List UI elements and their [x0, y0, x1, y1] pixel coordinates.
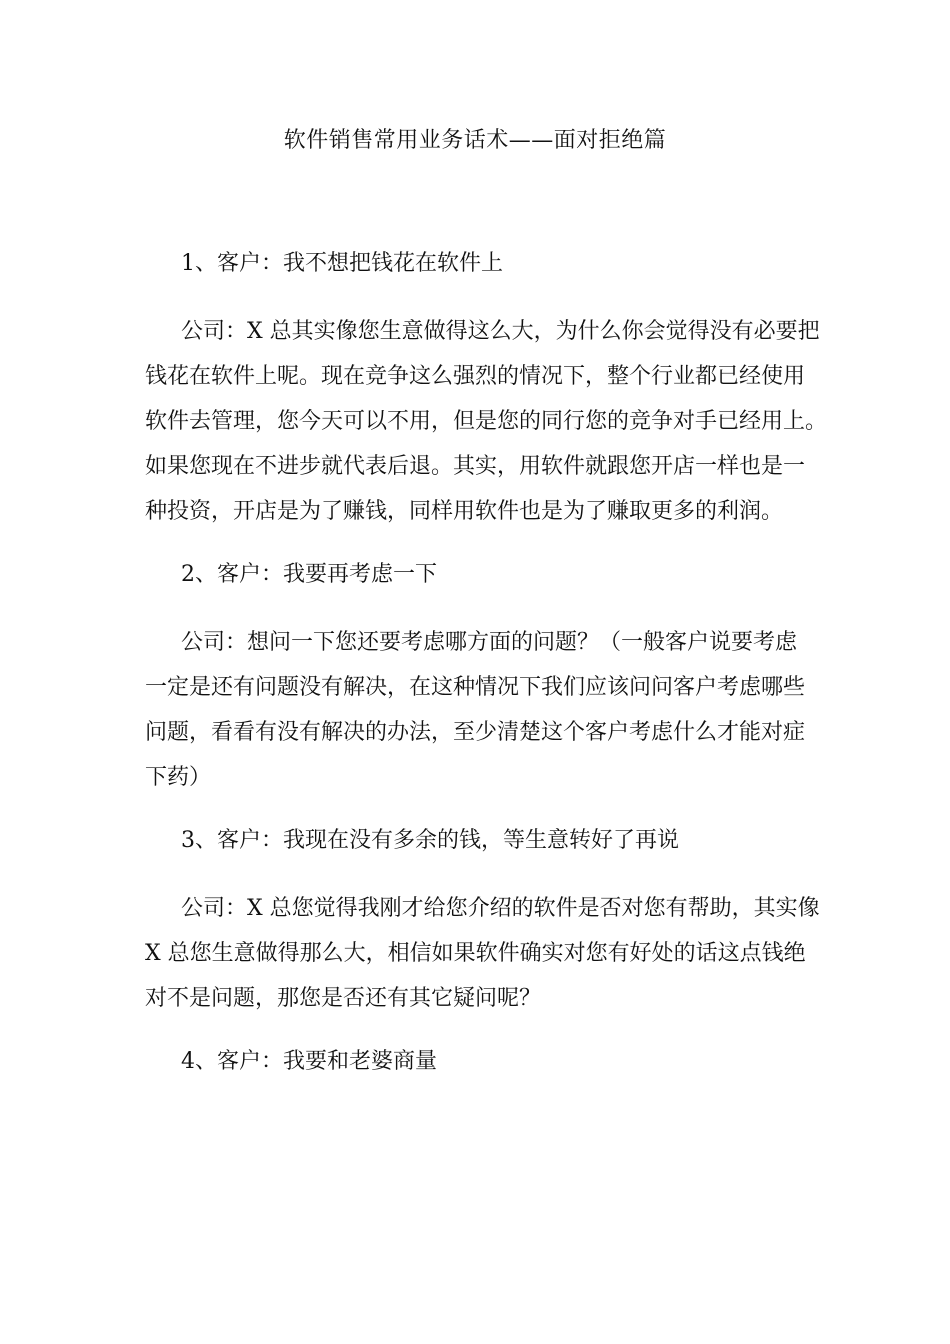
document-body — [145, 247, 828, 1107]
customer-objection-2: 2、客户：我要再考虑一下 — [181, 562, 437, 587]
response-line: 公司：X 总其实像您生意做得这么大，为什么你会觉得没有必要把 — [181, 319, 820, 344]
response-line: 钱花在软件上呢。现在竞争这么强烈的情况下，整个行业都已经使用 — [145, 364, 806, 389]
customer-objection-4: 4、客户：我要和老婆商量 — [181, 1049, 437, 1074]
response-line: 下药） — [145, 765, 212, 790]
company-response-2 — [145, 620, 815, 800]
response-line: 种投资，开店是为了赚钱，同样用软件也是为了赚取更多的利润。 — [145, 499, 784, 524]
response-line: 问题，看看有没有解决的办法，至少清楚这个客户考虑什么才能对症 — [145, 720, 806, 745]
customer-objection-1: 1、客户：我不想把钱花在软件上 — [181, 251, 503, 276]
company-response-1 — [145, 309, 828, 534]
company-response-3 — [145, 886, 820, 1021]
customer-objection-3: 3、客户：我现在没有多余的钱，等生意转好了再说 — [181, 828, 679, 853]
response-line: 公司：X 总您觉得我刚才给您介绍的软件是否对您有帮助，其实像 — [181, 896, 820, 921]
document-title: 软件销售常用业务话术——面对拒绝篇 — [283, 128, 667, 153]
response-line: 如果您现在不进步就代表后退。其实，用软件就跟您开店一样也是一 — [145, 454, 806, 479]
response-line: 公司：想问一下您还要考虑哪方面的问题？（一般客户说要考虑 — [181, 630, 798, 655]
response-line: 对不是问题，那您是否还有其它疑问呢？ — [145, 986, 542, 1011]
response-line: 软件去管理，您今天可以不用，但是您的同行您的竞争对手已经用上。 — [145, 409, 828, 434]
response-line: X 总您生意做得那么大，相信如果软件确实对您有好处的话这点钱绝 — [145, 941, 806, 966]
response-line: 一定是还有问题没有解决，在这种情况下我们应该问问客户考虑哪些 — [145, 675, 806, 700]
